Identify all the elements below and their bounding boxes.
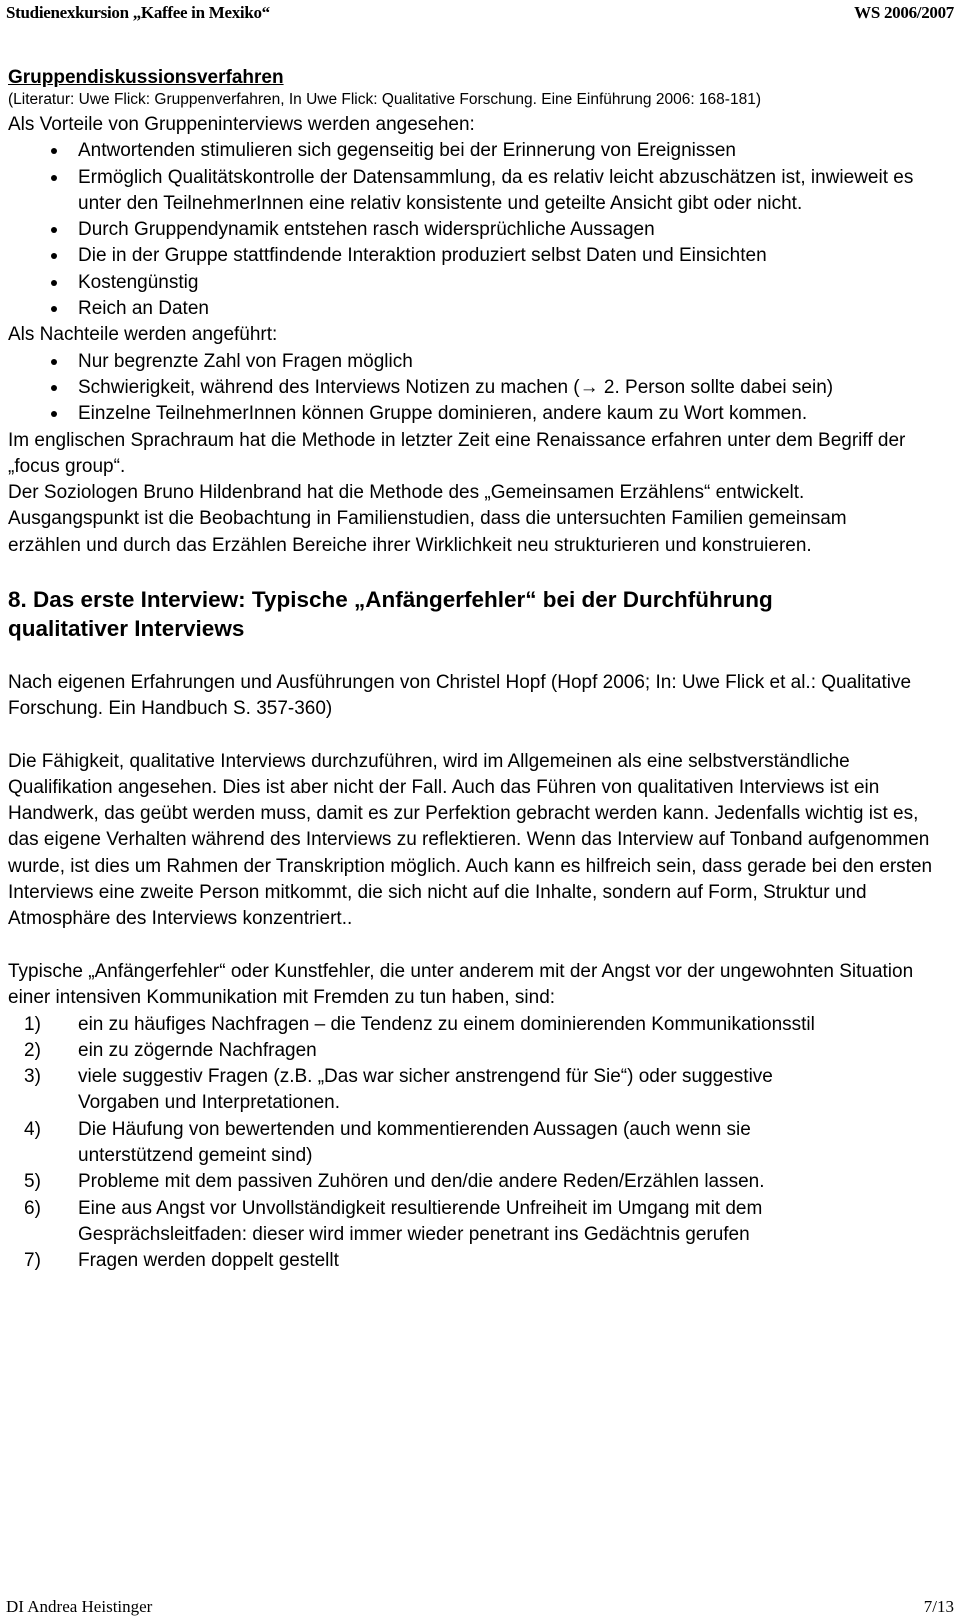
list-item [8, 1248, 828, 1274]
list-item [8, 1117, 828, 1170]
list-item: Reich an Daten [8, 296, 938, 322]
source-paragraph: Nach eigenen Erfahrungen und Ausführungen von Christel Hopf (Hopf 2006; In: Uwe Flick et al.: Qualitative Forschung. Ein Handbuch S. 357-360) [8, 671, 912, 719]
item-text: viele suggestiv Fragen (z.B. „Das war sicher anstrengend für Sie“) oder suggestive Vorgaben und Interpretationen. [78, 1066, 773, 1114]
document-body [8, 66, 938, 1274]
skills-paragraph: Die Fähigkeit, qualitative Interviews durchzuführen, wird im Allgemeinen als eine selbstverständliche Qualifikation angesehen. Dies ist aber nicht der Fall. Auch das Führen von qualitativen Interviews ist ein Handwerk, das geübt werden muss, damit es zur Perfektion gebracht werden kann. Jedenfalls wichtig ist es, das eigene Verhalten während des Interviews zu reflektieren. Wenn das Interview auf Tonband aufgenommen wurde, ist dies um Rahmen der Transkription möglich. Auch kann es hilfreich sein, dass gerade bei den ersten Interviews eine zweite Person mitkommt, die sich nicht auf die Inhalte, sondern auf Form, Struktur und Atmosphäre des Interviews konzentriert.. [8, 750, 933, 930]
page-footer [6, 1594, 954, 1617]
item-text: Fragen werden doppelt gestellt [78, 1250, 339, 1272]
list-item: Nur begrenzte Zahl von Fragen möglich [8, 349, 918, 375]
section-title: Gruppendiskussionsverfahren [8, 67, 284, 88]
errors-list [8, 1012, 938, 1275]
header-semester: WS 2006/2007 [854, 3, 954, 22]
citation: (Literatur: Uwe Flick: Gruppenverfahren, In Uwe Flick: Qualitative Forschung. Eine Einführung 2006: 168-181) [8, 91, 761, 108]
footer-author: DI Andrea Heistinger [6, 1597, 153, 1616]
item-number: 5) [24, 1171, 41, 1193]
focus-group-paragraph: Im englischen Sprachraum hat die Methode in letzter Zeit eine Renaissance erfahren unter dem Begriff der „focus group“. [8, 429, 906, 477]
advantages-list [8, 138, 938, 322]
disadvantages-intro: Als Nachteile werden angeführt: [8, 324, 278, 346]
list-item: Ermöglich Qualitätskontrolle der Datensammlung, da es relativ leicht abzuschätzen ist, inwieweit es unter den TeilnehmerInnen eine relativ konsistente und geteilte Ansicht gibt oder nicht. [8, 165, 938, 218]
item-number: 4) [24, 1118, 41, 1140]
list-item [8, 1012, 828, 1038]
item-text: Die Häufung von bewertenden und kommentierenden Aussagen (auch wenn sie unterstützend gemeint sind) [78, 1118, 751, 1166]
page-header [6, 0, 954, 26]
header-title: Studienexkursion „Kaffee in Mexiko“ [6, 3, 270, 22]
list-item [8, 1064, 828, 1117]
item-number: 1) [24, 1013, 41, 1035]
advantages-intro: Als Vorteile von Gruppeninterviews werden angesehen: [8, 114, 475, 135]
item-text: Eine aus Angst vor Unvollständigkeit resultierende Unfreiheit im Umgang mit dem Gesprächsleitfaden: dieser wird immer wieder penetrant ins Gedächtnis gerufen [78, 1197, 763, 1245]
list-item: Schwierigkeit, während des Interviews Notizen zu machen (→ 2. Person sollte dabei sein) [8, 375, 918, 401]
list-item: Kostengünstig [8, 270, 938, 296]
list-item: Einzelne TeilnehmerInnen können Gruppe dominieren, andere kaum zu Wort kommen. [8, 401, 918, 427]
list-item [8, 1038, 828, 1064]
item-number: 7) [24, 1250, 41, 1272]
hildenbrand-paragraph: Der Soziologen Bruno Hildenbrand hat die Methode des „Gemeinsamen Erzählens“ entwickelt. Ausgangspunkt ist die Beobachtung in Familienstudien, dass die untersuchten Familien gemeinsam erzählen und durch das Erzählen Bereiche ihrer Wirklichkeit neu strukturieren und konstruieren. [8, 482, 847, 556]
list-item [8, 1196, 938, 1249]
item-text: ein zu häufiges Nachfragen – die Tendenz zu einem dominierenden Kommunikationsstil [78, 1013, 815, 1035]
item-text: Probleme mit dem passiven Zuhören und den/die andere Reden/Erzählen lassen. [78, 1171, 765, 1193]
list-item: Durch Gruppendynamik entstehen rasch widersprüchliche Aussagen [8, 217, 938, 243]
section-8-heading: 8. Das erste Interview: Typische „Anfängerfehler“ bei der Durchführung qualitativer Interviews [8, 587, 773, 642]
item-number: 6) [24, 1197, 41, 1219]
list-item: Antwortenden stimulieren sich gegenseitig bei der Erinnerung von Ereignissen [8, 138, 938, 164]
item-text: ein zu zögernde Nachfragen [78, 1039, 317, 1061]
item-number: 2) [24, 1039, 41, 1061]
disadvantages-list [8, 349, 938, 428]
page-number: 7/13 [923, 1597, 954, 1616]
errors-intro: Typische „Anfängerfehler“ oder Kunstfehler, die unter anderem mit der Angst vor der ungewohnten Situation einer intensiven Kommunikation mit Fremden zu tun haben, sind: [8, 960, 914, 1009]
list-item [8, 1169, 938, 1195]
item-number: 3) [24, 1066, 41, 1088]
list-item: Die in der Gruppe stattfindende Interaktion produziert selbst Daten und Einsichten [8, 243, 938, 269]
